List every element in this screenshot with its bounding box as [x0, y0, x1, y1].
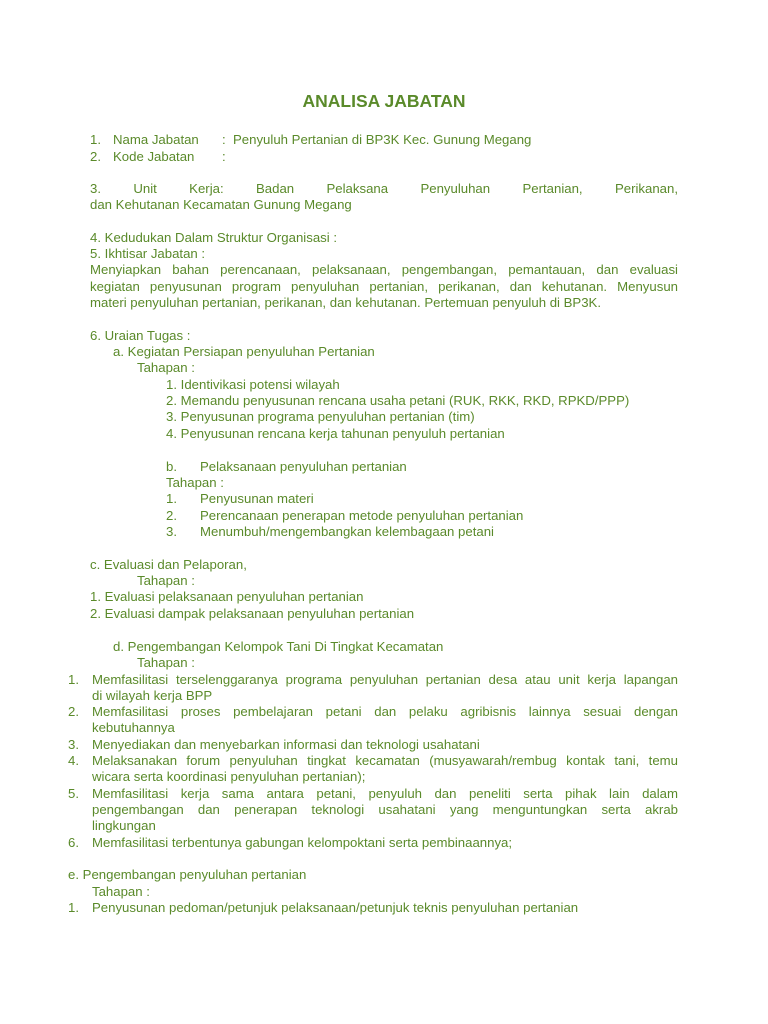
- section-d-step-number: 5.: [68, 786, 79, 801]
- section-d-step-number: 3.: [68, 737, 79, 752]
- section-c-step: 2. Evaluasi dampak pelaksanaan penyuluhan pertanian: [90, 606, 415, 621]
- section-b-step: Menumbuh/mengembangkan kelembagaan petani: [200, 524, 494, 539]
- item-1-number: 1.: [90, 132, 101, 147]
- section-d-step-number: 1.: [68, 672, 79, 687]
- item-5: 5. Ikhtisar Jabatan :: [90, 246, 206, 261]
- section-c-step: 1. Evaluasi pelaksanaan penyuluhan pertanian: [90, 589, 364, 604]
- section-a-tahapan: Tahapan :: [137, 360, 195, 375]
- section-b-step-number: 3.: [166, 524, 177, 539]
- section-e-step-number: 1.: [68, 900, 79, 915]
- section-d-step-number: 2.: [68, 704, 79, 719]
- item-6: 6. Uraian Tugas :: [90, 328, 191, 343]
- section-d-step-2-line-2: kebutuhannya: [92, 720, 175, 735]
- section-a-step: 4. Penyusunan rencana kerja tahunan penyuluh pertanian: [166, 426, 505, 441]
- section-a-step: 2. Memandu penyusunan rencana usaha petani (RUK, RKK, RKD, RPKD/PPP): [166, 393, 630, 408]
- section-d-step-4-line-2: wicara serta koordinasi penyuluhan pertanian);: [92, 769, 366, 784]
- item-5-desc-line-1: Menyiapkan bahan perencanaan, pelaksanaan, pengembangan, pemantauan, dan evaluasi: [90, 262, 678, 277]
- item-4: 4. Kedudukan Dalam Struktur Organisasi :: [90, 230, 338, 245]
- section-d-step-number: 4.: [68, 753, 79, 768]
- section-b-step: Penyusunan materi: [200, 491, 314, 506]
- section-e-tahapan: Tahapan :: [92, 884, 150, 899]
- section-e-heading: e. Pengembangan penyuluhan pertanian: [68, 867, 307, 882]
- item-1-colon: :: [222, 132, 226, 147]
- section-e-step-1-line-1: Penyusunan pedoman/petunjuk pelaksanaan/petunjuk teknis penyuluhan pertanian: [92, 900, 579, 915]
- section-c-heading: c. Evaluasi dan Pelaporan,: [90, 557, 247, 572]
- section-d-step-3-line-1: Menyediakan dan menyebarkan informasi dan teknologi usahatani: [92, 737, 480, 752]
- item-3-line-1: 3. Unit Kerja: Badan Pelaksana Penyuluhan Pertanian, Perikanan,: [90, 181, 678, 196]
- item-1-label: Nama Jabatan: [113, 132, 199, 147]
- section-c-tahapan: Tahapan :: [137, 573, 195, 588]
- item-5-desc-line-3: materi penyuluhan pertanian, perikanan, dan kehutanan. Pertemuan penyuluh di BP3K.: [90, 295, 602, 310]
- section-d-step-4-line-1: Melaksanakan forum penyuluhan tingkat kecamatan (musyawarah/rembug kontak tani, temu: [92, 753, 678, 768]
- section-d-step-5-line-3: lingkungan: [92, 818, 156, 833]
- item-5-desc-line-2: kegiatan penyusunan program penyuluhan pertanian, perikanan, dan kehutanan. Menyusun: [90, 279, 678, 294]
- section-d-step-5-line-1: Memfasilitasi kerja sama antara petani, penyuluh dan peneliti serta pihak lain dalam: [92, 786, 678, 801]
- section-b-step-number: 1.: [166, 491, 177, 506]
- section-d-tahapan: Tahapan :: [137, 655, 195, 670]
- section-d-step-1-line-1: Memfasilitasi terselenggaranya programa penyuluhan pertanian desa atau unit kerja lapangan: [92, 672, 678, 687]
- section-d-step-2-line-1: Memfasilitasi proses pembelajaran petani dan pelaku agribisnis lainnya sesuai dengan: [92, 704, 678, 719]
- section-d-heading: d. Pengembangan Kelompok Tani Di Tingkat Kecamatan: [113, 639, 444, 654]
- item-3-line-2: dan Kehutanan Kecamatan Gunung Megang: [90, 197, 352, 212]
- item-2-label: Kode Jabatan: [113, 149, 195, 164]
- section-a-step: 3. Penyusunan programa penyuluhan pertanian (tim): [166, 409, 475, 424]
- section-b-tahapan: Tahapan :: [166, 475, 224, 490]
- section-b-heading: Pelaksanaan penyuluhan pertanian: [200, 459, 407, 474]
- section-b-step-number: 2.: [166, 508, 177, 523]
- item-2-number: 2.: [90, 149, 101, 164]
- section-b-step: Perencanaan penerapan metode penyuluhan pertanian: [200, 508, 524, 523]
- item-1-value: Penyuluh Pertanian di BP3K Kec. Gunung Megang: [233, 132, 532, 147]
- section-a-step: 1. Identivikasi potensi wilayah: [166, 377, 340, 392]
- page-title: ANALISA JABATAN: [302, 91, 466, 111]
- section-d-step-number: 6.: [68, 835, 79, 850]
- section-b-letter: b.: [166, 459, 177, 474]
- item-2-colon: :: [222, 149, 226, 164]
- section-d-step-5-line-2: pengembangan dan penerapan teknologi usahatani yang menguntungkan serta akrab: [92, 802, 678, 817]
- section-d-step-1-line-2: di wilayah kerja BPP: [92, 688, 213, 703]
- section-a-heading: a. Kegiatan Persiapan penyuluhan Pertanian: [113, 344, 375, 359]
- section-d-step-6-line-1: Memfasilitasi terbentunya gabungan kelompoktani serta pembinaannya;: [92, 835, 513, 850]
